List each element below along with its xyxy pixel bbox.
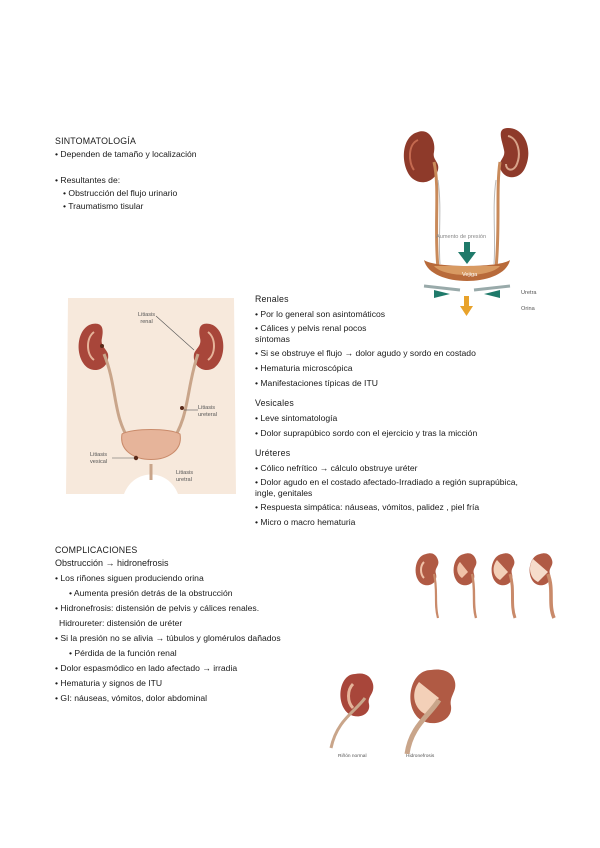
figure-lithiasis-locations [58, 298, 244, 498]
list-item: • Dolor agudo en el costado afectado-Irradiado a región suprapúbica, [255, 477, 518, 487]
list-item: Hidroureter: distensión de uréter [59, 618, 183, 628]
label-normal-kidney: Riñón normal [338, 754, 367, 759]
figure-urinary-obstruction [400, 118, 545, 318]
section-renales [255, 293, 555, 390]
heading-renales: Renales [255, 294, 289, 304]
list-item: • Obstrucción del flujo urinario [63, 188, 178, 198]
label-urine: Orina [521, 306, 535, 312]
kidney-stage-4-icon [530, 553, 554, 618]
ureter-right [496, 162, 500, 268]
list-item: • Micro o macro hematuria [255, 517, 356, 527]
list-item: • Los riñones siguen produciendo orina [55, 573, 204, 583]
label-litiasis-vesical: Litiasis vesical [90, 452, 108, 465]
list-item: • Cálices y pelvis renal pocos [255, 323, 367, 333]
label-hydronephrosis: Hidronefrosis [406, 754, 435, 759]
list-item: • Pérdida de la función renal [69, 648, 177, 658]
list-item: • Por lo general son asintomáticos [255, 309, 386, 319]
section-vesicales [255, 397, 555, 440]
figure-normal-vs-hydronephrosis [325, 668, 475, 754]
stone-vesical-icon [134, 456, 138, 460]
kidney-stage-2-icon [454, 553, 477, 618]
label-bladder: Vejiga [462, 272, 478, 278]
list-item: síntomas [255, 334, 290, 344]
kidney-stage-3-icon [492, 553, 515, 618]
kidney-right-icon [500, 128, 529, 177]
kidney-normal-icon [331, 673, 373, 748]
list-item: • GI: náuseas, vómitos, dolor abdominal [55, 693, 208, 703]
list-item: • Cólico nefrítico → cálculo obstruye uréter [255, 463, 418, 473]
ureter-left [434, 162, 438, 268]
figure-hydronephrosis-stages [412, 550, 572, 620]
label-litiasis-ureteral: Litiasis ureteral [198, 405, 217, 418]
heading-complicaciones: COMPLICACIONES [55, 545, 138, 555]
list-item: • Traumatismo tisular [63, 201, 144, 211]
list-item: • Hematuria microscópica [255, 363, 353, 373]
list-item: • Manifestaciones típicas de ITU [255, 378, 378, 388]
heading-sintomatologia: SINTOMATOLOGÍA [55, 136, 137, 146]
label-urethra: Uretra [521, 290, 537, 296]
list-item: • Si se obstruye el flujo → dolor agudo y sordo en costado [255, 348, 476, 358]
list-item: • Dolor espasmódico en lado afectado → irradia [55, 663, 238, 673]
list-item: • Aumenta presión detrás de la obstrucción [69, 588, 233, 598]
label-litiasis-renal: Litiasis renal [138, 312, 156, 325]
section-ureteres [255, 447, 555, 529]
list-item: • Dependen de tamaño y localización [55, 149, 197, 159]
label-pressure: Aumento de presión [436, 234, 487, 240]
label-litiasis-uretral: Litiasis uretral [176, 470, 194, 483]
stone-renal-icon [100, 344, 104, 348]
list-item: • Hematuria y signos de ITU [55, 678, 163, 688]
pressure-arrow-stem [464, 242, 470, 252]
list-item: • Hidronefrosis: distensión de pelvis y cálices renales. [55, 603, 260, 613]
list-item: • Leve sintomatología [255, 413, 338, 423]
list-item [55, 161, 355, 174]
kidney-hydronephrosis-icon [407, 670, 455, 755]
subheading-obstruccion: Obstrucción → hidronefrosis [55, 558, 169, 568]
pressure-arrow-icon [458, 252, 476, 264]
heading-ureteres: Uréteres [255, 448, 291, 458]
list-item: • Resultantes de: [55, 175, 121, 185]
stone-ureteral-icon [180, 406, 184, 410]
kidney-stage-1-icon [416, 553, 439, 618]
list-item: • Respuesta simpática: náuseas, vómitos, palidez , piel fría [255, 502, 480, 512]
list-item: • Si la presión no se alivia → túbulos y glomérulos dañados [55, 633, 281, 643]
list-item: • Dolor suprapúbico sordo con el ejercicio y tras la micción [255, 428, 478, 438]
section-sintomatologia [55, 135, 355, 213]
list-item: ingle, genitales [255, 488, 313, 498]
heading-vesicales: Vesicales [255, 398, 294, 408]
